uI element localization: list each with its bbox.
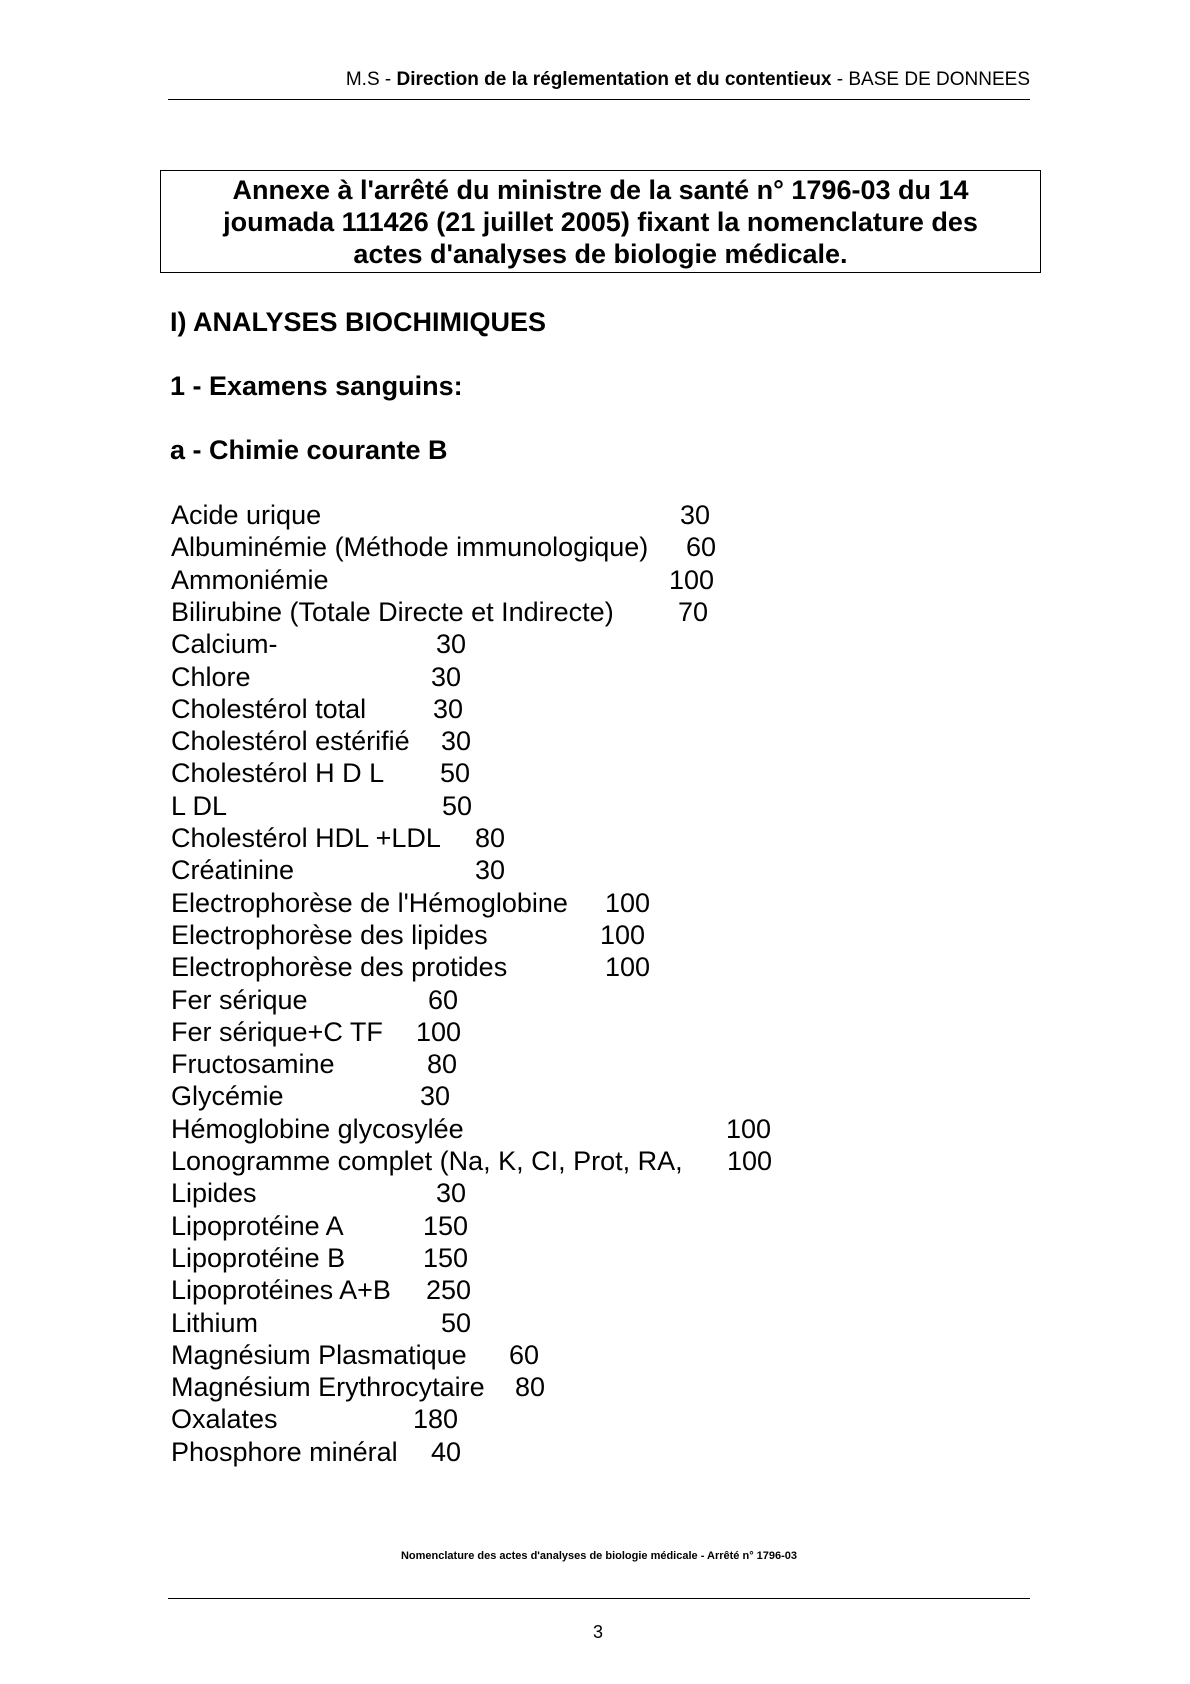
analysis-row bbox=[171, 564, 871, 596]
analysis-label: Cholestérol estérifié bbox=[171, 726, 410, 757]
analysis-value: 30 bbox=[419, 1081, 450, 1112]
analysis-label: Lipoprotéine A bbox=[171, 1210, 344, 1241]
analysis-row bbox=[171, 757, 871, 789]
analysis-label: Lonogramme complet (Na, K, CI, Prot, RA, bbox=[171, 1146, 683, 1176]
analysis-label: Cholestérol HDL +LDL bbox=[171, 823, 441, 853]
analysis-value: 60 bbox=[685, 532, 716, 563]
analysis-value: 150 bbox=[422, 1210, 468, 1241]
analysis-value: 30 bbox=[679, 500, 710, 530]
analysis-value: 250 bbox=[425, 1275, 471, 1306]
analysis-value: 180 bbox=[412, 1404, 458, 1435]
analysis-value: 30 bbox=[440, 726, 471, 757]
analysis-label: Fructosamine bbox=[171, 1049, 335, 1080]
analysis-label: Hémoglobine glycosylée bbox=[171, 1113, 464, 1144]
analysis-row bbox=[171, 725, 871, 757]
analysis-label: Lipoprotéine B bbox=[171, 1242, 346, 1273]
analysis-value: 40 bbox=[430, 1436, 461, 1467]
analysis-row bbox=[171, 1339, 871, 1371]
analysis-row bbox=[171, 693, 871, 725]
analysis-label: Bilirubine (Totale Directe et Indirecte) bbox=[171, 596, 614, 627]
header-suffix: - BASE DE DONNEES bbox=[831, 69, 1030, 90]
analysis-row bbox=[171, 1307, 871, 1339]
analysis-value: 60 bbox=[508, 1339, 539, 1370]
analysis-label: Fer sérique bbox=[171, 984, 308, 1015]
page-header bbox=[168, 68, 1030, 92]
analysis-value: 50 bbox=[441, 790, 472, 821]
page-footer: Nomenclature des actes d'analyses de biologie médicale - Arrêté n° 1796-03 bbox=[400, 1550, 798, 1562]
analysis-value: 30 bbox=[430, 661, 461, 692]
analysis-label: Lipoprotéines A+B bbox=[171, 1275, 391, 1306]
analysis-value: 100 bbox=[415, 1016, 461, 1047]
analysis-row bbox=[171, 1080, 871, 1112]
analysis-value: 30 bbox=[432, 693, 463, 724]
analysis-row bbox=[171, 1242, 871, 1274]
analysis-value: 50 bbox=[439, 758, 470, 789]
analysis-value: 150 bbox=[422, 1242, 468, 1273]
analysis-label: Electrophorèse des protides bbox=[171, 952, 508, 983]
analysis-value: 30 bbox=[435, 1178, 466, 1209]
analysis-label: Oxalates bbox=[171, 1404, 278, 1435]
analysis-row bbox=[171, 984, 871, 1016]
analysis-row bbox=[171, 1274, 871, 1306]
analysis-label: Electrophorèse des lipides bbox=[171, 919, 488, 950]
analysis-row bbox=[171, 1371, 871, 1403]
analysis-value: 80 bbox=[514, 1372, 545, 1403]
analysis-label: Magnésium Erythrocytaire bbox=[171, 1372, 485, 1403]
analysis-label: Phosphore minéral bbox=[171, 1436, 398, 1467]
analysis-value: 100 bbox=[725, 1113, 771, 1144]
analysis-row bbox=[171, 1113, 871, 1145]
document-title: Annexe à l'arrêté du ministre de la santé n° 1796-03 du 14 joumada 111426 (21 juillet 2005) fixant la nomenclature des actes d'analyses de biologie médicale. bbox=[223, 174, 978, 269]
analysis-label: Albuminémie (Méthode immunologique) bbox=[171, 532, 649, 563]
analysis-row bbox=[171, 531, 871, 563]
analysis-label: Chlore bbox=[171, 661, 251, 692]
analysis-value: 100 bbox=[599, 919, 645, 950]
analysis-value: 100 bbox=[604, 887, 650, 918]
analysis-row bbox=[171, 1210, 871, 1242]
analysis-label: Cholestérol total bbox=[171, 693, 367, 724]
analysis-row bbox=[171, 1403, 871, 1435]
analysis-value: 30 bbox=[435, 629, 466, 660]
analysis-row bbox=[171, 919, 871, 951]
analysis-row bbox=[171, 661, 871, 693]
analysis-row bbox=[171, 1436, 871, 1468]
analysis-value: 30 bbox=[474, 855, 505, 886]
analysis-value: 80 bbox=[426, 1049, 457, 1080]
analysis-value: 60 bbox=[427, 984, 458, 1015]
subsection-heading: 1 - Examens sanguins: bbox=[170, 371, 463, 401]
analysis-row bbox=[171, 1145, 871, 1177]
analysis-row bbox=[171, 1016, 871, 1048]
analysis-value: 70 bbox=[677, 596, 708, 627]
header-prefix: M.S - bbox=[345, 69, 397, 90]
analysis-label: Lithium bbox=[171, 1307, 259, 1338]
analysis-label: Ammoniémie bbox=[171, 564, 329, 595]
page-number: 3 bbox=[592, 1622, 603, 1642]
title-box bbox=[160, 170, 1041, 273]
analysis-label: Fer sérique+C TF bbox=[171, 1016, 383, 1047]
header-department: Direction de la réglementation et du contentieux bbox=[396, 69, 832, 90]
analysis-value: 100 bbox=[668, 564, 714, 595]
analysis-row bbox=[171, 1177, 871, 1209]
analysis-row bbox=[171, 628, 871, 660]
analysis-label: Cholestérol H D L bbox=[171, 758, 385, 789]
analysis-value: 50 bbox=[440, 1307, 471, 1338]
analysis-label: Calcium- bbox=[171, 629, 278, 660]
analysis-label: L DL bbox=[171, 790, 228, 821]
analysis-row bbox=[171, 1048, 871, 1080]
analysis-row bbox=[171, 854, 871, 886]
footer-rule bbox=[168, 1598, 1030, 1599]
analysis-label: Lipides bbox=[171, 1178, 257, 1209]
analysis-value: 100 bbox=[726, 1146, 772, 1176]
analysis-row bbox=[171, 887, 871, 919]
analysis-row bbox=[171, 822, 871, 854]
section-heading: I) ANALYSES BIOCHIMIQUES bbox=[170, 307, 547, 337]
analysis-value: 80 bbox=[474, 823, 505, 853]
analysis-row bbox=[171, 951, 871, 983]
analysis-value: 100 bbox=[604, 952, 650, 983]
analysis-label: Créatinine bbox=[171, 855, 295, 886]
analysis-label: Electrophorèse de l'Hémoglobine bbox=[171, 887, 568, 918]
analysis-label: Magnésium Plasmatique bbox=[171, 1339, 467, 1370]
subsubsection-heading: a - Chimie courante B bbox=[170, 435, 448, 465]
analysis-label: Acide urique bbox=[171, 500, 322, 530]
analysis-label: Glycémie bbox=[171, 1081, 284, 1112]
analysis-row bbox=[171, 790, 871, 822]
analysis-row bbox=[171, 596, 871, 628]
header-rule bbox=[168, 99, 1030, 100]
analysis-row bbox=[171, 499, 871, 531]
